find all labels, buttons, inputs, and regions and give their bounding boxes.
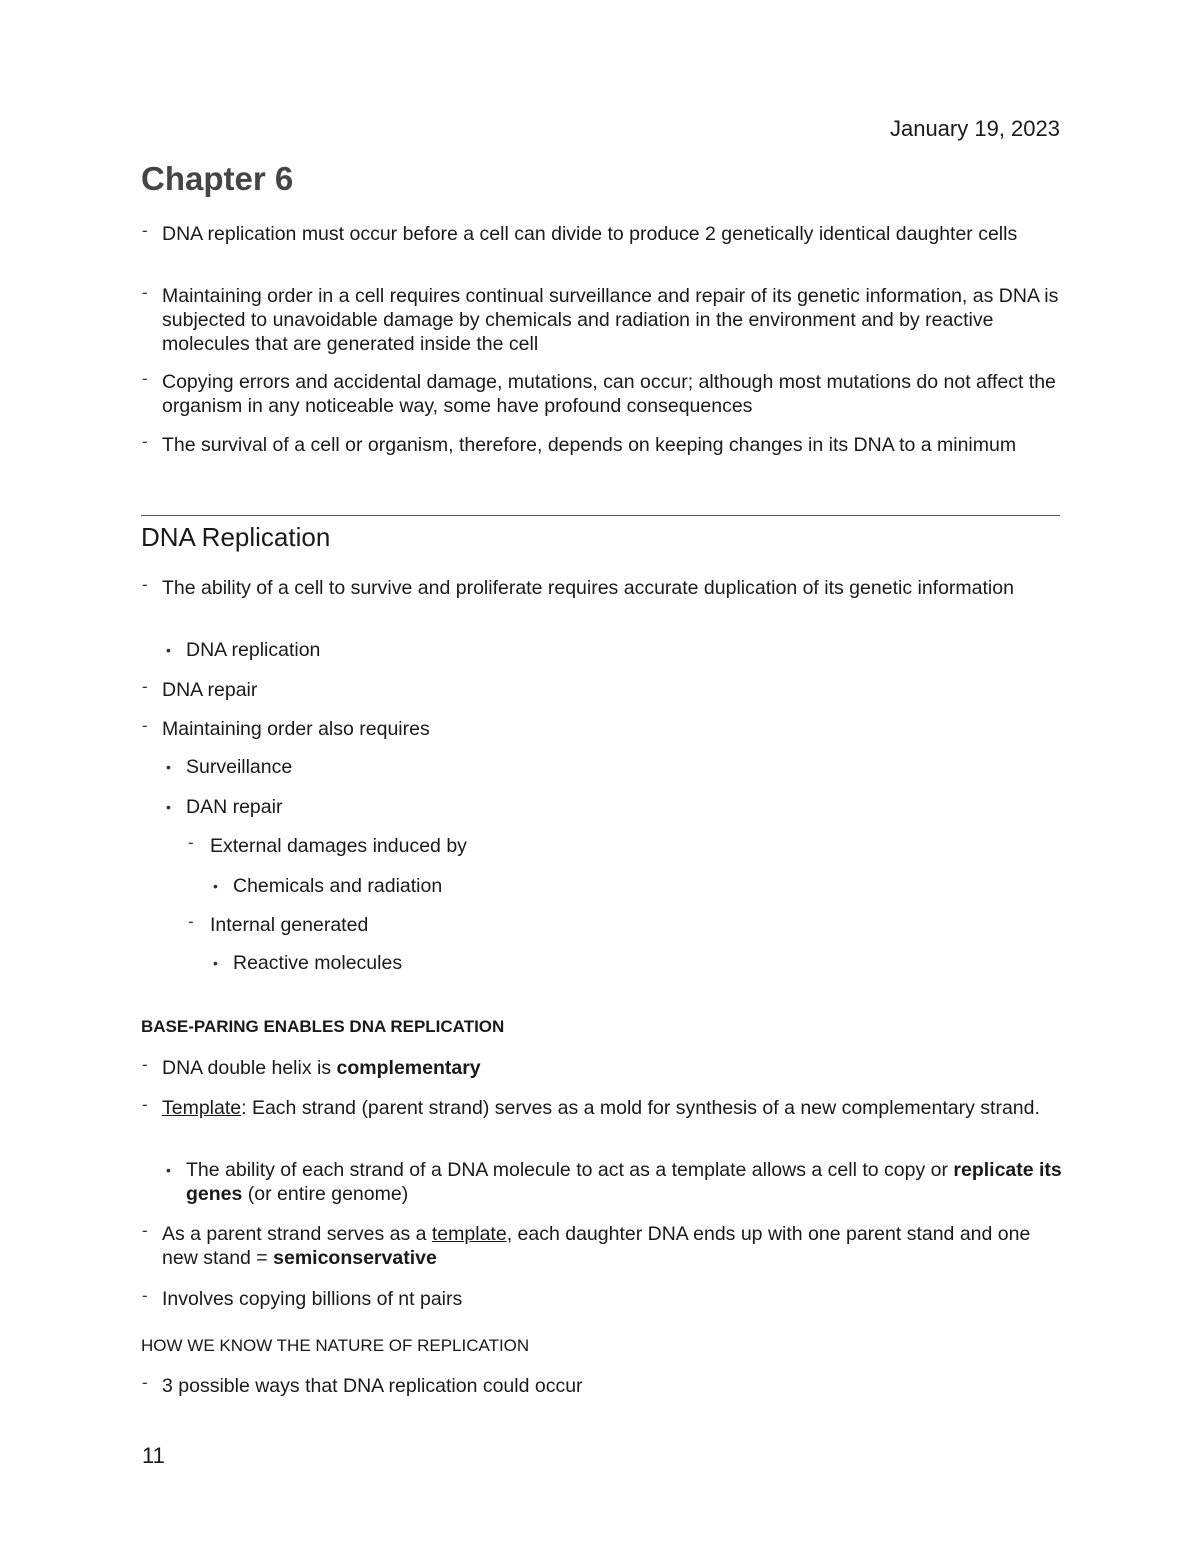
- dash-marker: -: [142, 1095, 148, 1114]
- outline-item-text: , each daughter DNA ends up with one parent stand and one new stand =: [162, 1223, 1031, 1269]
- section-divider: [141, 515, 1060, 516]
- outline-item: [188, 833, 1060, 858]
- outline-item-text: Surveillance: [186, 756, 293, 778]
- dash-marker: -: [142, 677, 148, 696]
- intro-item-text: The survival of a cell or organism, therefore, depends on keeping changes in its DNA to a minimum: [162, 434, 1017, 456]
- dash-marker: -: [188, 833, 194, 852]
- section-title: DNA Replication: [141, 522, 331, 552]
- bullet-marker: •: [166, 759, 171, 775]
- outline-item: [142, 716, 1062, 741]
- outline-item-text: DNA replication: [186, 639, 321, 661]
- outline-item: [142, 1373, 1062, 1398]
- intro-item-text: Maintaining order in a cell requires continual surveillance and repair of its genetic information, as DNA is subjected to unavoidable damage by chemicals and radiation in the environment and by reactive molecules that are generated inside the cell: [162, 285, 1059, 355]
- outline-item: [213, 951, 1053, 975]
- outline-item: [166, 638, 1066, 662]
- outline-item-text: Maintaining order also requires: [162, 718, 430, 740]
- outline-item: [142, 1221, 1062, 1270]
- dash-marker: -: [142, 221, 148, 240]
- outline-item: [142, 1095, 1062, 1120]
- dash-marker: -: [142, 716, 148, 735]
- outline-item-text: (or entire genome): [242, 1183, 409, 1205]
- outline-item-text: : Each strand (parent strand) serves as a mold for synthesis of a new complementary strand.: [241, 1097, 1040, 1119]
- outline-item: [166, 795, 1066, 819]
- dash-marker: -: [142, 432, 148, 451]
- outline-item-text: Reactive molecules: [233, 952, 403, 974]
- outline-item-text: The ability of a cell to survive and proliferate requires accurate duplication of its genetic information: [162, 577, 1014, 599]
- outline-item: [213, 874, 1053, 898]
- outline-item: [166, 1158, 1066, 1206]
- outline-item-text: The ability of each strand of a DNA molecule to act as a template allows a cell to copy or: [186, 1159, 954, 1181]
- dash-marker: -: [142, 1286, 148, 1305]
- underlined-term: Template: [162, 1097, 242, 1119]
- outline-item-text: 3 possible ways that DNA replication could occur: [162, 1375, 583, 1397]
- intro-item-text: Copying errors and accidental damage, mutations, can occur; although most mutations do not affect the organism in any noticeable way, some have profound consequences: [162, 371, 1056, 417]
- subsection-heading: BASE-PARING ENABLES DNA REPLICATION: [141, 1017, 505, 1036]
- outline-item-text: DNA double helix is: [162, 1057, 337, 1079]
- bold-term: complementary: [336, 1057, 481, 1079]
- dash-marker: -: [142, 1373, 148, 1392]
- intro-item: [142, 221, 1062, 246]
- intro-item: [142, 432, 1062, 457]
- intro-item: [142, 369, 1062, 418]
- dash-marker: -: [142, 1055, 148, 1074]
- bold-term: replicate its genes: [186, 1159, 1062, 1205]
- subsection-heading: HOW WE KNOW THE NATURE OF REPLICATION: [141, 1336, 530, 1355]
- dash-marker: -: [142, 1221, 148, 1240]
- outline-item-text: Involves copying billions of nt pairs: [162, 1288, 463, 1310]
- dash-marker: -: [142, 575, 148, 594]
- bullet-marker: •: [213, 878, 218, 894]
- underlined-term: template: [431, 1223, 507, 1245]
- bold-term: semiconservative: [273, 1247, 437, 1269]
- intro-item: [142, 283, 1062, 356]
- outline-item: [142, 677, 1062, 702]
- dash-marker: -: [142, 283, 148, 302]
- outline-item-text: DAN repair: [186, 796, 283, 818]
- outline-item: [142, 1286, 1062, 1311]
- document-date: January 19, 2023: [889, 116, 1060, 141]
- outline-item-text: External damages induced by: [210, 835, 467, 857]
- outline-item-text: As a parent strand serves as a: [162, 1223, 432, 1245]
- outline-item-text: Internal generated: [210, 914, 369, 936]
- dash-marker: -: [142, 369, 148, 388]
- bullet-marker: •: [166, 642, 171, 658]
- outline-item: [142, 1055, 1062, 1080]
- dash-marker: -: [188, 912, 194, 931]
- intro-item-text: DNA replication must occur before a cell can divide to produce 2 genetically identical daughter cells: [162, 223, 1018, 245]
- outline-item-text: Chemicals and radiation: [233, 875, 443, 897]
- outline-item: [166, 755, 1066, 779]
- outline-item: [142, 575, 1062, 600]
- bullet-marker: •: [166, 799, 171, 815]
- page-number: 11: [142, 1443, 165, 1468]
- bullet-marker: •: [213, 955, 218, 971]
- outline-item: [188, 912, 1060, 937]
- bullet-marker: •: [166, 1162, 171, 1178]
- chapter-title: Chapter 6: [141, 160, 294, 197]
- outline-item-text: DNA repair: [162, 679, 258, 701]
